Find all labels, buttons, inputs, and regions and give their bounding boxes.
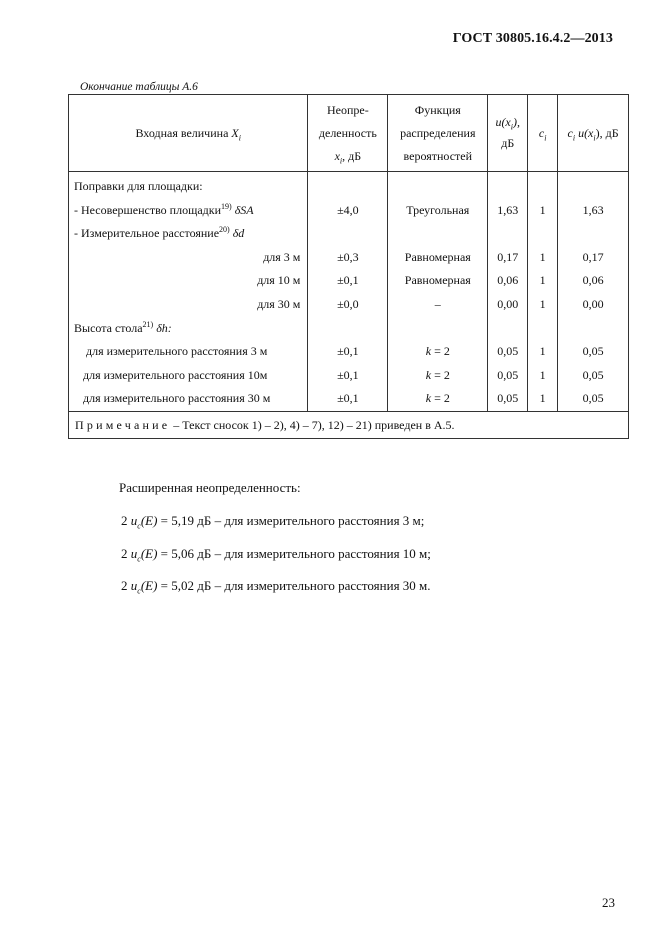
- header-input-quantity: Входная величина $X_i$: [69, 95, 308, 172]
- uncertainty-table: [68, 94, 629, 439]
- table-note-row: [69, 411, 629, 438]
- expanded-uncertainty-intro: Расширенная неопределенность:: [119, 480, 301, 495]
- row-c: 1: [528, 246, 558, 270]
- row-c: 1: [528, 293, 558, 317]
- row-distribution: k = 2: [388, 387, 488, 411]
- row-name: Поправки для площадки:: [69, 172, 308, 199]
- header-sensitivity: $c_i$: [528, 95, 558, 172]
- row-c: 1: [528, 364, 558, 388]
- row-cu: 0,00: [558, 293, 629, 317]
- table-row: [69, 199, 629, 223]
- row-distribution: k = 2: [388, 340, 488, 364]
- row-cu: 0,05: [558, 340, 629, 364]
- row-name: - Несовершенство площадки$^{19)}$ δSA: [69, 199, 308, 223]
- table-caption: Окончание таблицы А.6: [80, 81, 198, 93]
- row-u: 0,05: [488, 340, 528, 364]
- row-uncertainty: ±0,1: [308, 340, 388, 364]
- row-distribution: Равномерная: [388, 269, 488, 293]
- document-header: ГОСТ 30805.16.4.2—2013: [452, 31, 613, 46]
- row-name: - Измерительное расстояние$^{20)}$ δd: [69, 222, 308, 246]
- table-row: [69, 246, 629, 270]
- row-u: 0,00: [488, 293, 528, 317]
- page-number: 23: [602, 895, 615, 910]
- header-uncertainty: Неопре- деленность $x_i$, дБ: [308, 95, 388, 172]
- row-cu: 0,17: [558, 246, 629, 270]
- expanded-uncertainty-line: 2 $u_c(E) = 5,06$ дБ – для измерительного расстояния 10 м;: [121, 546, 431, 564]
- row-uncertainty: ±4,0: [308, 199, 388, 223]
- row-uncertainty: ±0,1: [308, 269, 388, 293]
- row-distribution: Треугольная: [388, 199, 488, 223]
- row-name: для 3 м: [69, 246, 308, 270]
- table-row: [69, 317, 629, 341]
- row-cu: 0,05: [558, 364, 629, 388]
- table-row: [69, 293, 629, 317]
- row-distribution: Равномерная: [388, 246, 488, 270]
- table-row: [69, 364, 629, 388]
- row-u: 0,06: [488, 269, 528, 293]
- row-u: 0,17: [488, 246, 528, 270]
- row-cu: 0,05: [558, 387, 629, 411]
- row-name: для 30 м: [69, 293, 308, 317]
- header-standard-uncertainty: $u(x_i)$, дБ: [488, 95, 528, 172]
- row-cu: 1,63: [558, 199, 629, 223]
- row-c: 1: [528, 199, 558, 223]
- table-header-row: [69, 95, 629, 172]
- row-u: 0,05: [488, 387, 528, 411]
- row-name: для измерительного расстояния 10м: [69, 364, 308, 388]
- row-u: 1,63: [488, 199, 528, 223]
- table-row: [69, 172, 629, 199]
- header-contribution: $c_i$ $u(x_i)$, дБ: [558, 95, 629, 172]
- row-distribution: k = 2: [388, 364, 488, 388]
- header-distribution: Функция распределения вероятностей: [388, 95, 488, 172]
- table-row: [69, 269, 629, 293]
- row-cu: 0,06: [558, 269, 629, 293]
- row-name: для 10 м: [69, 269, 308, 293]
- row-name: Высота стола$^{21)}$ δh:: [69, 317, 308, 341]
- expanded-uncertainty-line: 2 $u_c(E) = 5,02$ дБ – для измерительного расстояния 30 м.: [121, 578, 431, 596]
- row-uncertainty: ±0,1: [308, 364, 388, 388]
- table-row: [69, 387, 629, 411]
- row-u: 0,05: [488, 364, 528, 388]
- row-name: для измерительного расстояния 30 м: [69, 387, 308, 411]
- row-uncertainty: ±0,3: [308, 246, 388, 270]
- row-c: 1: [528, 340, 558, 364]
- row-c: 1: [528, 269, 558, 293]
- row-name: для измерительного расстояния 3 м: [69, 340, 308, 364]
- row-c: 1: [528, 387, 558, 411]
- row-uncertainty: ±0,1: [308, 387, 388, 411]
- row-uncertainty: ±0,0: [308, 293, 388, 317]
- table-row: [69, 340, 629, 364]
- expanded-uncertainty-line: 2 $u_c(E) = 5,19$ дБ – для измерительного расстояния 3 м;: [121, 513, 425, 531]
- row-distribution: –: [388, 293, 488, 317]
- table-note: Примечание – Текст сносок 1) – 2), 4) – 7), 12) – 21) приведен в А.5.: [69, 411, 629, 438]
- table-row: [69, 222, 629, 246]
